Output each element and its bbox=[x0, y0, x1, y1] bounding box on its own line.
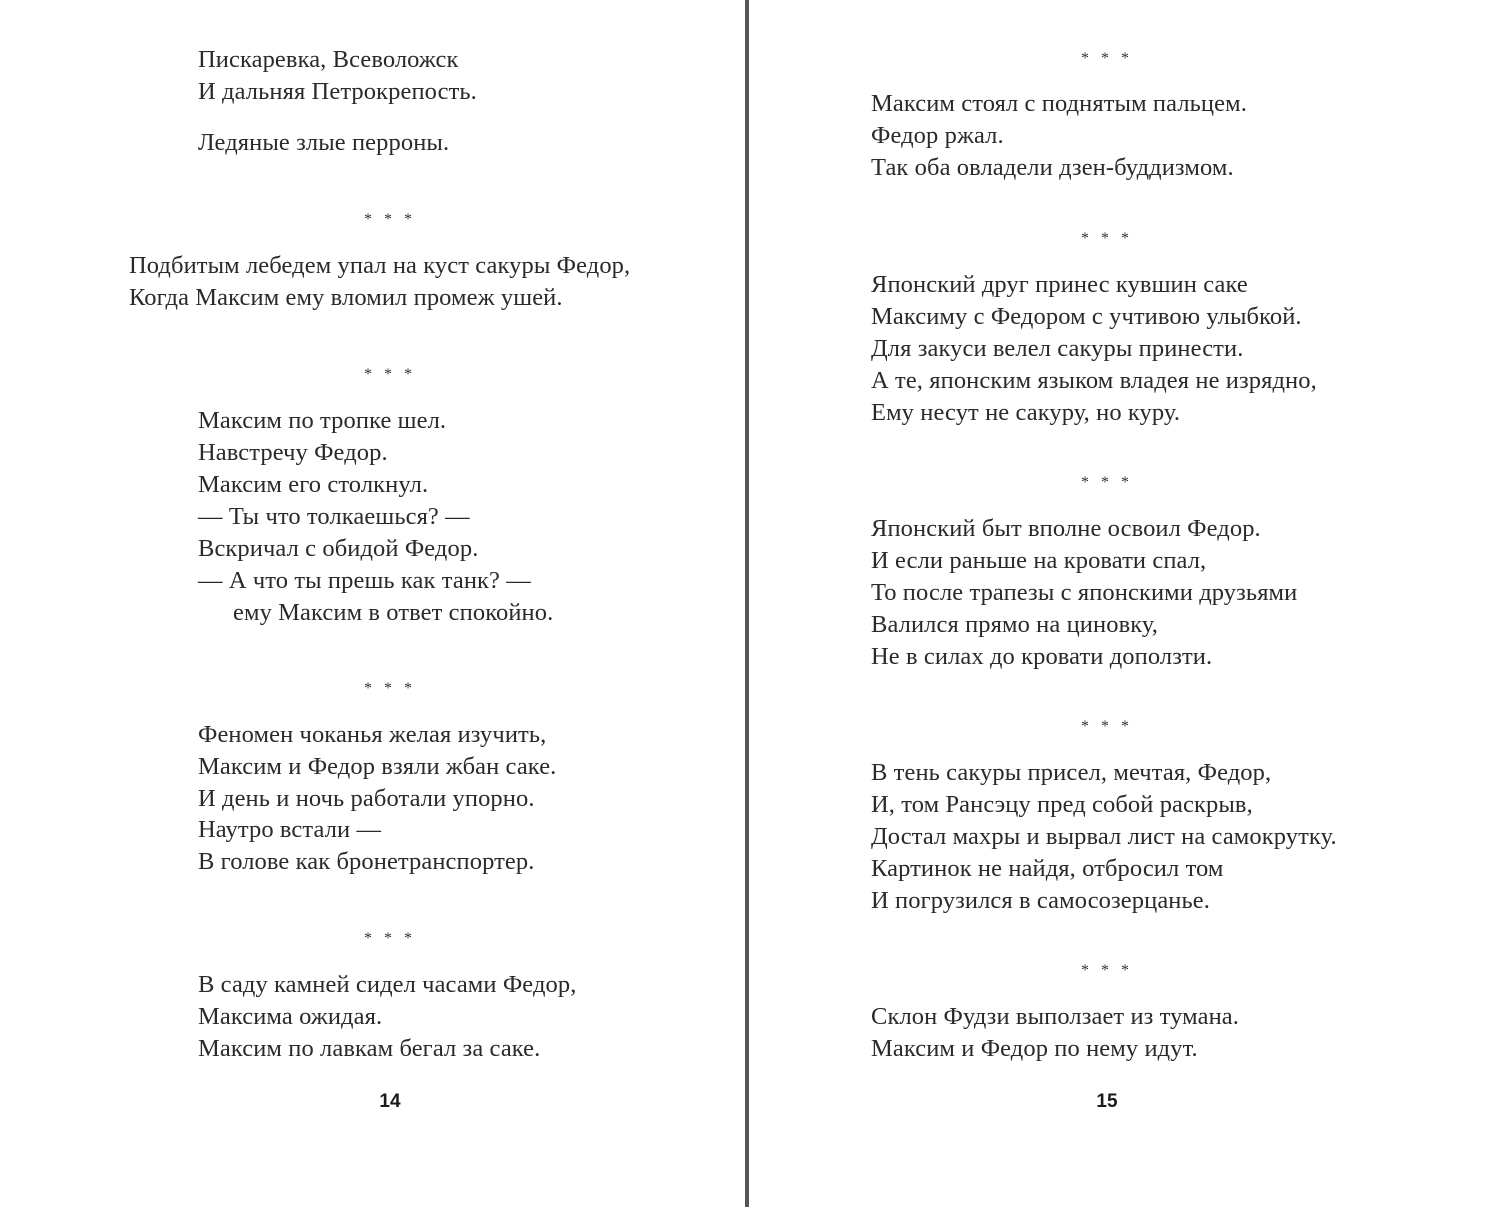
poem-line: Максим по лавкам бегал за саке. bbox=[198, 1035, 541, 1062]
poem-line: И день и ночь работали упорно. bbox=[198, 785, 535, 812]
section-separator: * * * bbox=[1081, 50, 1133, 67]
poem-line: Наутро встали — bbox=[198, 816, 382, 843]
poem-line: Подбитым лебедем упал на куст сакуры Федор, bbox=[129, 252, 631, 279]
poem-line: Так оба овладели дзен-буддизмом. bbox=[871, 154, 1234, 181]
section-separator: * * * bbox=[1081, 230, 1133, 247]
poem-line: Ему несут не сакуру, но куру. bbox=[871, 399, 1181, 426]
section-separator: * * * bbox=[364, 211, 416, 228]
poem-line: Максиму с Федором с учтивою улыбкой. bbox=[871, 303, 1302, 330]
poem-line: Максим и Федор по нему идут. bbox=[871, 1035, 1198, 1062]
poem-line: Для закуси велел сакуры принести. bbox=[871, 335, 1244, 362]
poem-line: Валился прямо на циновку, bbox=[871, 611, 1159, 638]
poem-line: — А что ты прешь как танк? — bbox=[198, 567, 531, 594]
poem-line: Достал махры и вырвал лист на самокрутку. bbox=[871, 823, 1337, 850]
section-separator: * * * bbox=[364, 366, 416, 383]
poem-line: Склон Фудзи выползает из тумана. bbox=[871, 1003, 1239, 1030]
right-page bbox=[752, 0, 1499, 1207]
poem-line: И, том Рансэцу пред собой раскрыв, bbox=[871, 791, 1253, 818]
poem-line: Вскричал с обидой Федор. bbox=[198, 535, 479, 562]
poem-line: Максима ожидая. bbox=[198, 1003, 383, 1030]
book-gutter bbox=[745, 0, 749, 1207]
poem-line: Навстречу Федор. bbox=[198, 439, 388, 466]
poem-line: Не в силах до кровати доползти. bbox=[871, 643, 1213, 670]
poem-line: Картинок не найдя, отбросил том bbox=[871, 855, 1224, 882]
poem-line: Максим стоял с поднятым пальцем. bbox=[871, 90, 1247, 117]
poem-line: Пискаревка, Всеволожск bbox=[198, 46, 459, 73]
poem-line: Японский друг принес кувшин саке bbox=[871, 271, 1248, 298]
poem-line: — Ты что толкаешься? — bbox=[198, 503, 470, 530]
poem-line: В тень сакуры присел, мечтая, Федор, bbox=[871, 759, 1272, 786]
poem-line: То после трапезы с японскими друзьями bbox=[871, 579, 1298, 606]
page-number: 14 bbox=[379, 1091, 401, 1112]
poem-line: И если раньше на кровати спал, bbox=[871, 547, 1207, 574]
section-separator: * * * bbox=[364, 680, 416, 697]
poem-line: Когда Максим ему вломил промеж ушей. bbox=[129, 284, 563, 311]
poem-line: И дальняя Петрокрепость. bbox=[198, 78, 477, 105]
poem-line: И погрузился в самосозерцанье. bbox=[871, 887, 1210, 914]
poem-line: А те, японским языком владея не изрядно, bbox=[871, 367, 1317, 394]
poem-line: Максим и Федор взяли жбан саке. bbox=[198, 753, 557, 780]
poem-line: Японский быт вполне освоил Федор. bbox=[871, 515, 1261, 542]
poem-line: Феномен чоканья желая изучить, bbox=[198, 721, 547, 748]
poem-line: Ледяные злые перроны. bbox=[198, 129, 450, 156]
page-number: 15 bbox=[1096, 1091, 1118, 1112]
poem-line: Максим его столкнул. bbox=[198, 471, 429, 498]
poem-line: ему Максим в ответ спокойно. bbox=[233, 599, 554, 626]
poem-line: В саду камней сидел часами Федор, bbox=[198, 971, 577, 998]
section-separator: * * * bbox=[1081, 962, 1133, 979]
section-separator: * * * bbox=[364, 930, 416, 947]
poem-line: В голове как бронетранспортер. bbox=[198, 848, 535, 875]
left-page bbox=[0, 0, 745, 1207]
poem-line: Федор ржал. bbox=[871, 122, 1004, 149]
section-separator: * * * bbox=[1081, 718, 1133, 735]
poem-line: Максим по тропке шел. bbox=[198, 407, 447, 434]
section-separator: * * * bbox=[1081, 474, 1133, 491]
